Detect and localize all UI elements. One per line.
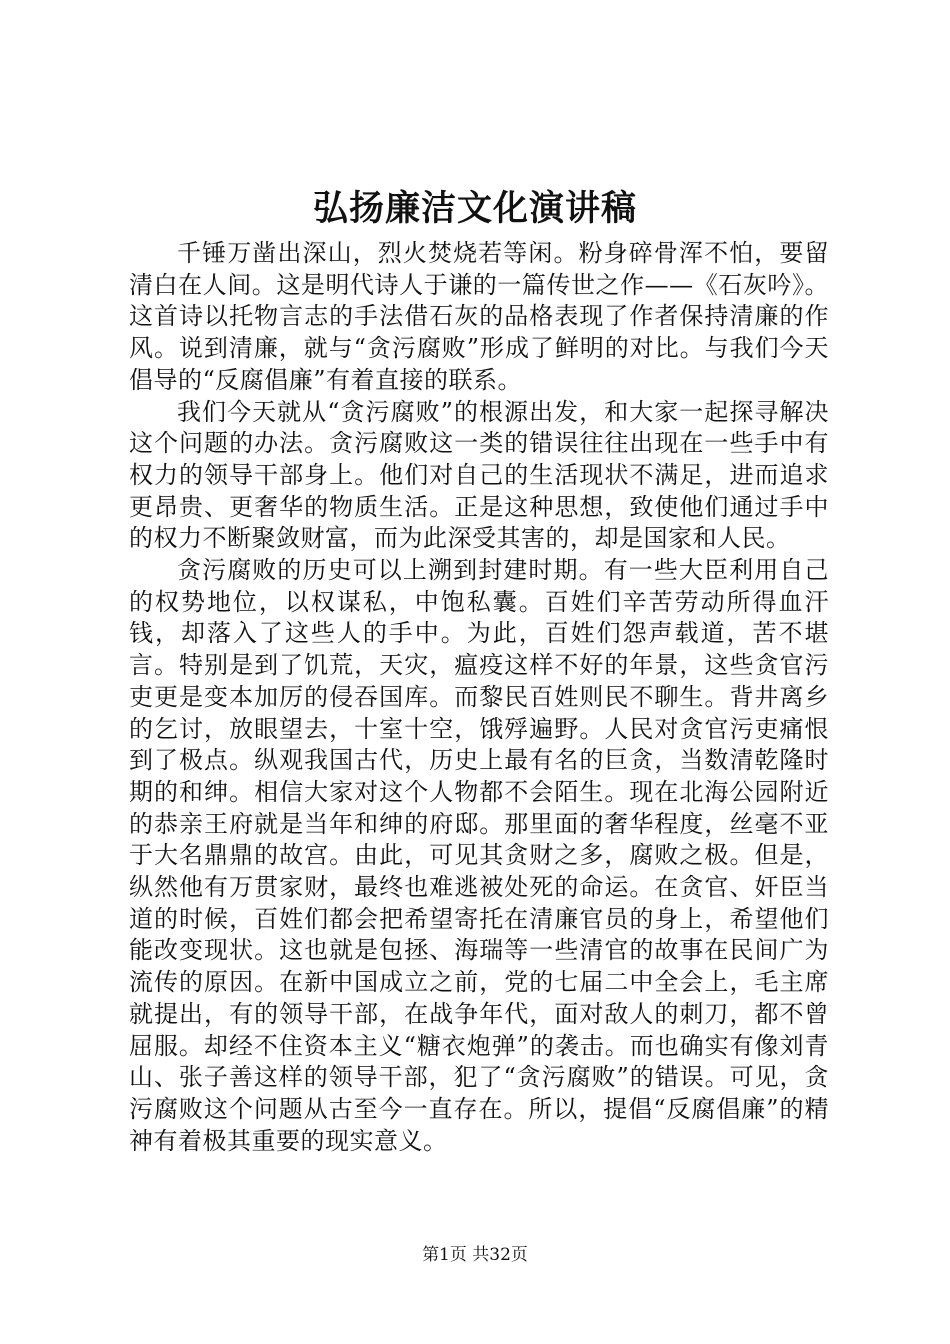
page-number-footer: 第1页 共32页 [422,1245,528,1265]
document-body [129,238,829,1157]
paragraph-3: 贪污腐败的历史可以上溯到封建时期。有一些大臣利用自己的权势地位，以权谋私，中饱私囊。百姓们辛苦劳动所得血汗钱，却落入了这些人的手中。为此，百姓们怨声载道，苦不堪言。特别是到了饥荒，天灾，瘟疫这样不好的年景，这些贪官污吏更是变本加厉的侵吞国库。而黎民百姓则民不聊生。背井离乡的乞讨，放眼望去，十室十空，饿殍遍野。人民对贪官污吏痛恨到了极点。纵观我国古代，历史上最有名的巨贪，当数清乾隆时期的和绅。相信大家对这个人物都不会陌生。现在北海公园附近的恭亲王府就是当年和绅的府邸。那里面的奢华程度，丝毫不亚于大名鼎鼎的故宫。由此，可见其贪财之多，腐败之极。但是，纵然他有万贯家财，最终也难逃被处死的命运。在贪官、奸臣当道的时候，百姓们都会把希望寄托在清廉官员的身上，希望他们能改变现状。这也就是包拯、海瑞等一些清官的故事在民间广为流传的原因。在新中国成立之前，党的七届二中全会上，毛主席就提出，有的领导干部，在战争年代，面对敌人的刺刀，都不曾屈服。却经不住资本主义“糖衣炮弹”的袭击。而也确实有像刘青山、张子善这样的领导干部，犯了“贪污腐败”的错误。可见，贪污腐败这个问题从古至今一直存在。所以，提倡“反腐倡廉”的精神有着极其重要的现实意义。 [129,556,829,1155]
document-title: 弘扬廉洁文化演讲稿 [312,188,637,229]
paragraph-2: 我们今天就从“贪污腐败”的根源出发，和大家一起探寻解决这个问题的办法。贪污腐败这一类的错误往往出现在一些手中有权力的领导干部身上。他们对自己的生活现状不满足，进而追求更昂贵、更奢华的物质生活。正是这种思想，致使他们通过手中的权力不断聚敛财富，而为此深受其害的，却是国家和人民。 [129,397,829,553]
paragraph-1: 千锤万凿出深山，烈火焚烧若等闲。粉身碎骨浑不怕，要留清白在人间。这是明代诗人于谦的一篇传世之作——《石灰吟》。这首诗以托物言志的手法借石灰的品格表现了作者保持清廉的作风。说到清廉，就与“贪污腐败”形成了鲜明的对比。与我们今天倡导的“反腐倡廉”有着直接的联系。 [129,239,829,394]
